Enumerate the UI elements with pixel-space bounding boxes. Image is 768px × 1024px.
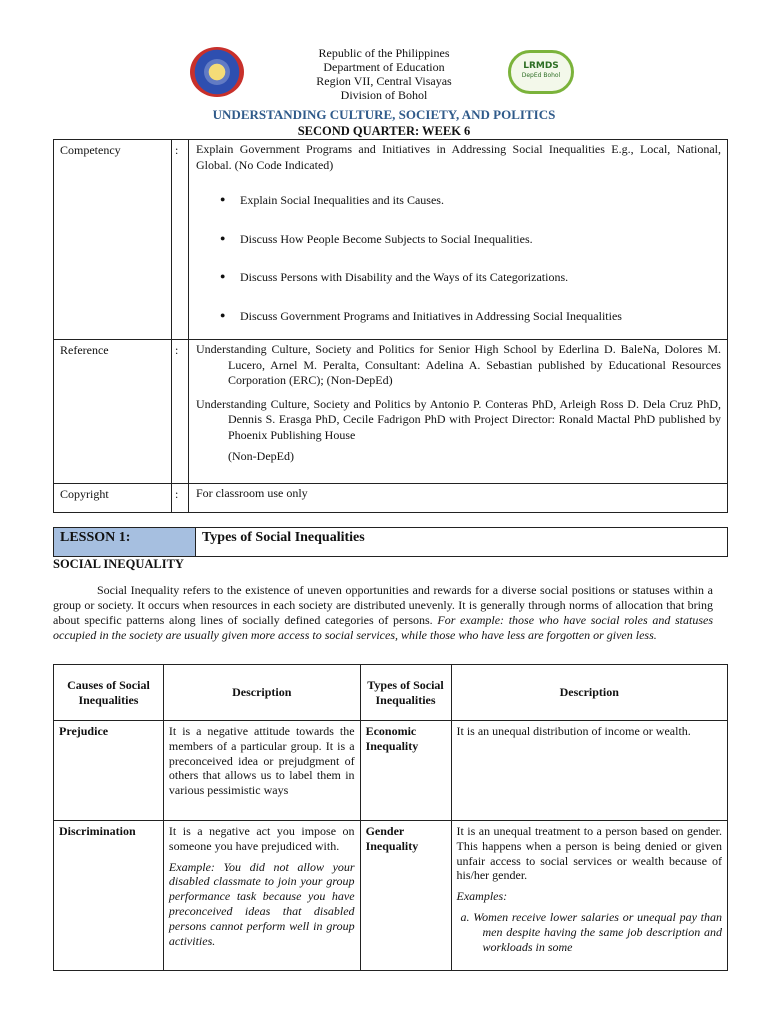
reference-row [54,339,727,483]
header-region: Region VII, Central Visayas [316,74,452,88]
competency-text: Explain Government Programs and Initiatives in Addressing Social Inequalities E.g., Local, National, Global. (No Code Indicated) [196,142,721,172]
cause-cell: Prejudice [54,721,164,821]
copyright-value: For classroom use only [196,486,308,500]
table-row [54,821,728,971]
type-cell: Economic Inequality [360,721,451,821]
reference-1: Understanding Culture, Society and Politics for Senior High School by Ederlina D. BaleNa, Dolores M. Lucero, Arnel M. Peralta, Consultant: Adelina A. Sebastian published by Educational Resources Corporation (ERC); (Non-DepEd) [196,342,721,387]
cause-description-cell [163,821,360,971]
competency-row [54,140,727,339]
header-division: Division of Bohol [340,88,428,102]
header-description: Description [163,665,360,721]
reference-2: Understanding Culture, Society and Politics by Antonio P. Conteras PhD, Arleigh Ross D. Dela Cruz PhD, Dennis S. Erasga PhD, Cecile Fadrigon PhD with Project Director: Ronald Mactal PhD published by Phoenix Publishing House [196,396,721,442]
table-header-row [54,665,728,721]
subject-title: UNDERSTANDING CULTURE, SOCIETY, AND POLITICS [212,107,556,122]
example-item: a. Women receive lower salaries or unequal pay than men despite having the same job description and workloads in some [460,909,722,954]
copyright-colon: : [175,487,179,501]
lrmds-logo-subtext: DepEd Bohol [521,72,561,79]
type-description: It is an unequal treatment to a person based on gender. This happens when a person is being denied or given unfair access to social services or wealth because of his/her gender. [456,824,722,883]
copyright-row [54,483,727,512]
quarter-week-title: SECOND QUARTER: WEEK 6 [297,124,471,138]
header-republic: Republic of the Philippines [318,46,450,60]
type-description: It is an unequal distribution of income or wealth. [451,721,728,821]
lrmds-logo-text: LRMDS [523,61,559,71]
lesson-title: Types of Social Inequalities [202,530,365,545]
competency-colon: : [175,143,179,157]
cause-description: It is a negative attitude towards the members of a particular group. It is a preconceived idea or prejudgment of others that allows us to label them in various pessimistic ways [163,721,360,821]
paragraph-text: Social Inequality refers to the existence of uneven opportunities and rewards for a diverse social positions or statuses within a group or society. It occurs when resources in each society are distributed unevenly. It is generally through norms of allocation that bring about specific patterns along lines of socially defined categories of persons. [53,583,713,627]
header-causes: Causes of Social Inequalities [54,665,164,721]
competency-bullet: ● Discuss Persons with Disability and the Ways of its Categorizations. [196,270,721,286]
info-table [53,139,728,513]
section-heading: SOCIAL INEQUALITY [53,557,184,571]
section-paragraph [53,583,713,643]
competency-bullet: ● Explain Social Inequalities and its Causes. [196,193,721,209]
type-description-cell [451,821,728,971]
reference-label: Reference [60,343,109,357]
paragraph-example: For example: those who have social roles and statuses occupied in the society are usually given more access to social services, while those who have less are forgotten or given less. [53,613,713,642]
reference-colon: : [175,343,179,357]
lesson-number: LESSON 1: [54,528,196,556]
competency-bullet: ● Discuss How People Become Subjects to Social Inequalities. [196,232,721,248]
header-department: Department of Education [323,60,445,74]
cause-cell: Discrimination [54,821,164,971]
competency-bullet: ● Discuss Government Programs and Initiatives in Addressing Social Inequalities [196,309,721,325]
header-types: Types of Social Inequalities [360,665,451,721]
competency-label: Competency [60,143,121,157]
cause-description: It is a negative act you impose on someone you have prejudiced with. [168,824,355,853]
cause-example: Example: You did not allow your disabled classmate to join your group performance task because you have preconceived ideas that disabled persons cannot perform well in group activities. [168,859,355,948]
copyright-label: Copyright [60,487,109,501]
reference-2-note: (Non-DepEd) [228,449,294,463]
type-cell: Gender Inequality [360,821,451,971]
inequalities-table [53,664,728,971]
table-row [54,721,728,821]
lesson-bar [53,527,728,557]
header-description: Description [451,665,728,721]
examples-label: Examples: [456,889,508,904]
